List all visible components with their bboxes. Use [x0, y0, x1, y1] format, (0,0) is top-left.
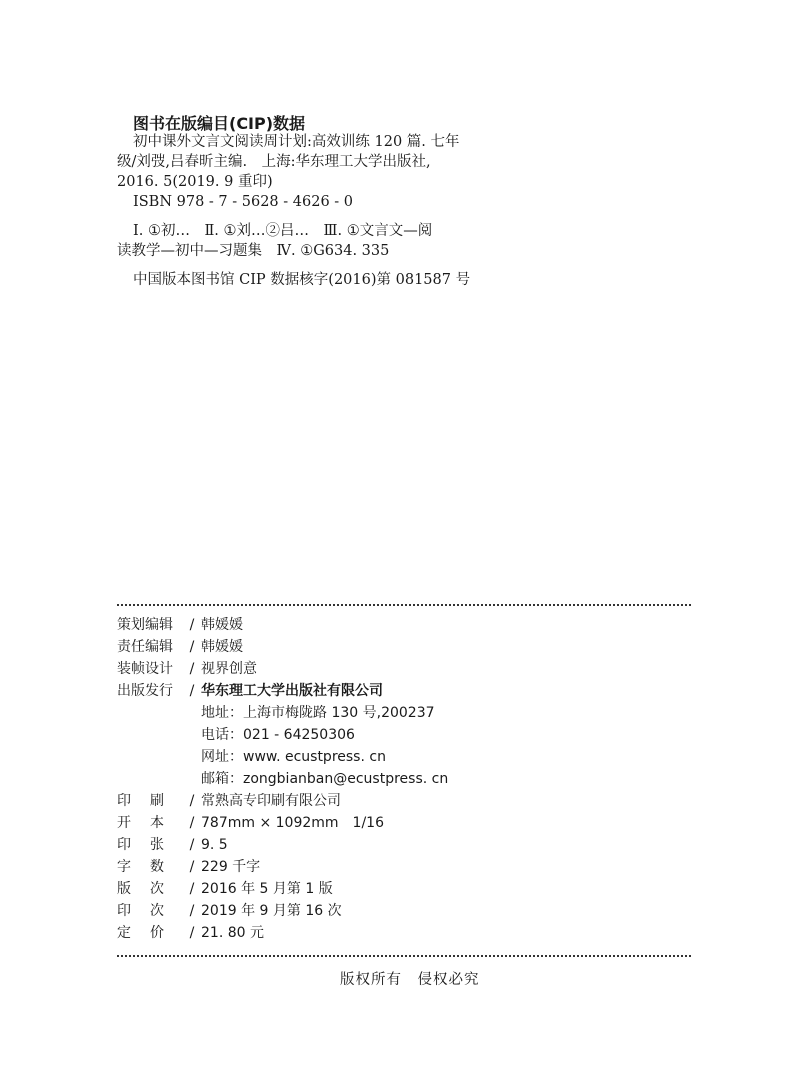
credit-value: 视界创意	[201, 661, 257, 677]
credit-value: 华东理工大学出版社有限公司	[201, 683, 383, 699]
credit-row-responsible-editor	[117, 636, 448, 658]
credit-label	[117, 922, 183, 944]
label-char: 字	[117, 859, 131, 875]
cip-classification-2: 读教学—初中—习题集 Ⅳ. ①G634. 335	[117, 243, 390, 259]
credit-row-publisher	[117, 680, 448, 702]
credit-label	[117, 900, 183, 922]
slash: /	[189, 881, 195, 897]
cip-classification-1: Ⅰ. ①初… Ⅱ. ①刘…②吕… Ⅲ. ①文言文—阅	[133, 223, 433, 239]
slash: /	[189, 837, 195, 853]
cip-book-title: 初中课外文言文阅读周计划:高效训练 120 篇. 七年	[133, 134, 460, 150]
credit-label: 出版发行	[117, 683, 173, 699]
label-char: 次	[150, 881, 164, 897]
cip-block	[117, 132, 477, 290]
credit-label	[117, 834, 183, 856]
publisher-website: 网址：www. ecustpress. cn	[201, 749, 386, 765]
publisher-email: 邮箱：zongbianban@ecustpress. cn	[201, 771, 449, 787]
slash: /	[189, 793, 195, 809]
cip-title: 图书在版编目(CIP)数据	[133, 114, 306, 133]
cip-book-date: 2016. 5(2019. 9 重印)	[117, 174, 273, 190]
credit-row-design	[117, 658, 448, 680]
cip-book-authors: 级/刘弢,吕春昕主编. 上海:华东理工大学出版社,	[117, 154, 431, 170]
credit-label: 策划编辑	[117, 617, 173, 633]
credit-row-printer	[117, 790, 448, 812]
divider-top	[117, 604, 691, 606]
credit-label	[117, 878, 183, 900]
credit-row-words	[117, 856, 448, 878]
credit-value: 2016 年 5 月第 1 版	[201, 881, 333, 897]
credit-value: 21. 80 元	[201, 925, 264, 941]
credit-label: 责任编辑	[117, 639, 173, 655]
slash: /	[189, 815, 195, 831]
credit-label	[117, 856, 183, 878]
credit-label	[117, 790, 183, 812]
slash: /	[189, 639, 195, 655]
label-char: 次	[150, 903, 164, 919]
credit-row-planning-editor	[117, 614, 448, 636]
label-char: 价	[150, 925, 164, 941]
credit-value: 韩媛媛	[201, 617, 243, 633]
label-char: 刷	[150, 793, 164, 809]
slash: /	[189, 903, 195, 919]
slash: /	[189, 617, 195, 633]
publisher-phone: 电话：021 - 64250306	[201, 727, 355, 743]
label-char: 印	[117, 793, 131, 809]
credit-row-format	[117, 812, 448, 834]
label-char: 数	[150, 859, 164, 875]
credit-value: 787mm × 1092mm 1/16	[201, 815, 384, 831]
credit-value: 2019 年 9 月第 16 次	[201, 903, 342, 919]
cip-record-number: 中国版本图书馆 CIP 数据核字(2016)第 081587 号	[133, 272, 471, 288]
credit-value: 229 千字	[201, 859, 261, 875]
credit-row-sheets	[117, 834, 448, 856]
credit-value: 9. 5	[201, 837, 228, 853]
credits-block	[117, 614, 448, 944]
label-char: 开	[117, 815, 131, 831]
cip-isbn: ISBN 978 - 7 - 5628 - 4626 - 0	[133, 194, 354, 210]
credit-row-impression	[117, 900, 448, 922]
credit-value: 韩媛媛	[201, 639, 243, 655]
slash: /	[189, 683, 195, 699]
slash: /	[189, 859, 195, 875]
label-char: 印	[117, 837, 131, 853]
label-char: 印	[117, 903, 131, 919]
slash: /	[189, 925, 195, 941]
divider-bottom	[117, 955, 691, 957]
label-char: 本	[150, 815, 164, 831]
label-char: 定	[117, 925, 131, 941]
credit-row-edition	[117, 878, 448, 900]
credit-label	[117, 812, 183, 834]
label-char: 版	[117, 881, 131, 897]
publisher-address: 地址：上海市梅陇路 130 号,200237	[201, 705, 435, 721]
slash: /	[189, 661, 195, 677]
label-char: 张	[150, 837, 164, 853]
credit-value: 常熟高专印刷有限公司	[201, 793, 341, 809]
credit-label: 装帧设计	[117, 661, 173, 677]
credit-row-price	[117, 922, 448, 944]
copyright-notice: 版权所有 侵权必究	[340, 972, 480, 988]
